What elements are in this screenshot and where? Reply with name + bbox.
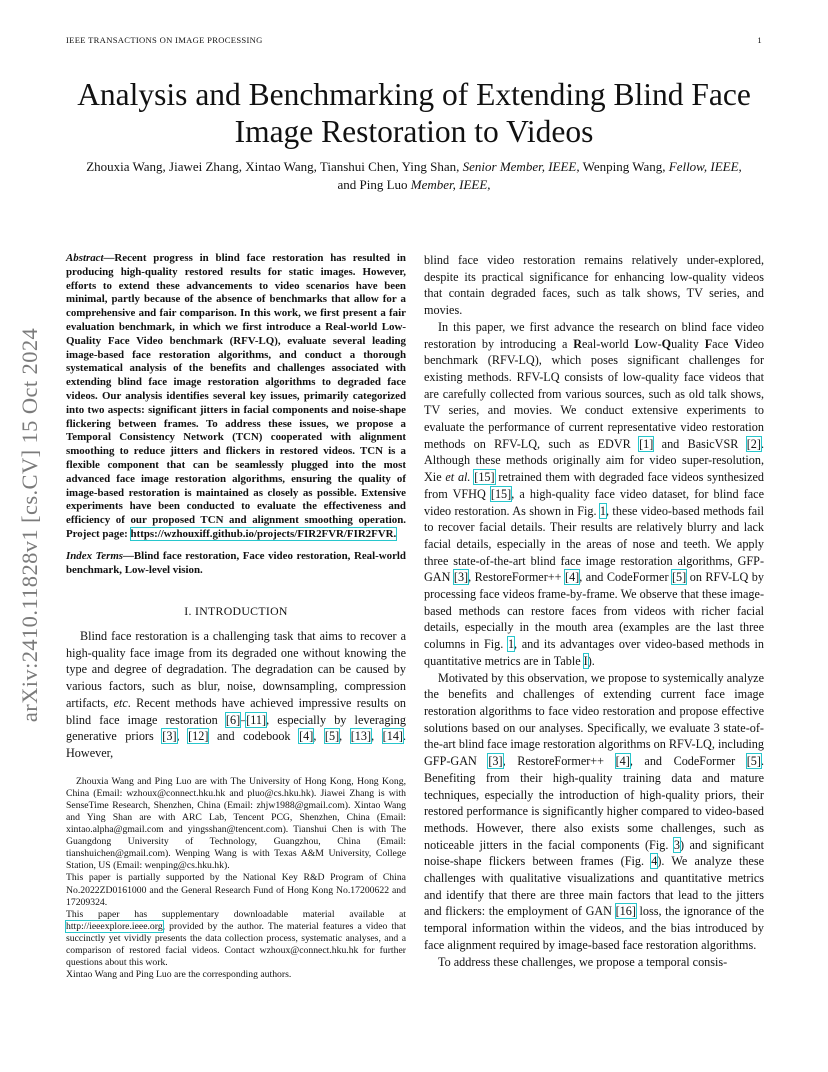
citation-link[interactable]: [2] xyxy=(746,436,761,451)
citation-link[interactable]: [14] xyxy=(382,729,403,744)
footnote-corresponding: Xintao Wang and Ping Luo are the corresponding authors. xyxy=(66,969,292,981)
intro-paragraph-2 xyxy=(424,319,764,670)
text: V xyxy=(734,336,744,351)
text: In this paper, we first advance the research on blind face video restoration by introducing a xyxy=(424,319,764,351)
text: , provided by the author. The material features a video that succinctly yet vividly presents the data collection process, systematic analyses, and a comparison of restored facial videos. Contact wzhoux@connect.hku.hk for further questions about this work. xyxy=(66,920,406,969)
footnote-supplementary xyxy=(66,909,406,969)
text: loss, the ignorance of the temporal information within the videos, and the bias introduced by face alignment required by image-based face restoration algorithms. xyxy=(424,904,764,952)
text: , and its advantages over video-based methods in quantitative metrics are in Table xyxy=(424,637,764,668)
text: and BasicVSR xyxy=(653,436,747,451)
author-role-2: Fellow, IEEE, xyxy=(668,159,742,174)
figure-link[interactable]: 1 xyxy=(599,503,607,518)
text: Blind face restoration is a challenging task that aims to recover a high-quality face image from its degraded one without knowing the type and degree of degradation. The degradation can be caused by various factors, such as blur, noise, downsampling, compression artifacts, xyxy=(66,629,406,710)
text: ) and significant noise-shape flickers between frames (Fig. xyxy=(424,837,764,869)
text: . Although these methods originally aim for video super-resolution, Xie xyxy=(424,436,764,485)
citation-link[interactable]: [4] xyxy=(565,570,580,585)
text: Motivated by this observation, we propose to systemically analyze the benefits and challenges of extending current face image restoration algorithms to face video restoration and propose effective solutions based on our analyses. Specifically, we evaluate 3 state-of-the-art blind face image restoration algorithms on RFV-LQ, including GFP-GAN xyxy=(424,670,764,769)
text: R xyxy=(573,336,582,351)
arxiv-watermark xyxy=(8,290,52,760)
table-link[interactable]: I xyxy=(583,653,588,668)
page-number: 1 xyxy=(757,35,762,45)
text: and codebook xyxy=(208,729,300,744)
text: etc xyxy=(113,695,128,710)
index-terms-text: —Blind face restoration, Face video restoration, Real-world benchmark, Low-level vision. xyxy=(66,549,406,576)
authors-part2: Wenping Wang, xyxy=(582,159,666,174)
text: , RestoreFormer++ xyxy=(468,570,566,585)
section-name-first: I xyxy=(195,604,200,619)
ieeexplore-link[interactable]: http://ieeexplore.ieee.org xyxy=(66,920,163,932)
text: , and CodeFormer xyxy=(629,754,747,769)
intro-paragraph-3 xyxy=(424,670,764,954)
section-numeral: I. xyxy=(184,604,192,619)
author-role-3: Member, IEEE, xyxy=(410,177,491,192)
text: . Recent methods have achieved impressive results on blind face image restoration xyxy=(66,695,407,727)
abstract-label: Abstract xyxy=(66,252,104,264)
footnote-funding: This paper is partially supported by the National Key R&D Program of China No.2022ZD0161000 and the General Research Fund of Hong Kong No.17200622 and 17209324. xyxy=(66,872,406,908)
citation-link[interactable]: [4] xyxy=(615,754,630,769)
citation-link[interactable]: [3] xyxy=(488,754,503,769)
index-terms-label: Index Terms xyxy=(66,549,124,562)
arxiv-id: arXiv:2410.11828v1 [cs.CV] 15 Oct 2024 xyxy=(17,327,42,723)
journal-name: IEEE TRANSACTIONS ON IMAGE PROCESSING xyxy=(66,35,263,45)
right-column xyxy=(424,252,764,970)
citation-link[interactable]: [3] xyxy=(453,570,469,585)
citation-link[interactable]: [13] xyxy=(350,729,372,744)
text: , especially by leveraging generative priors xyxy=(66,712,406,744)
abstract-text: —Recent progress in blind face restoration has resulted in producing high-quality restored results for static images. However, efforts to extend these advancements to video scenarios have been minimal, partly because of the absence of benchmarks that allow for a comprehensive and fair comparison. In this work, we first present a fair evaluation benchmark, in which we first introduce a Real-world Low-Quality Face Video benchmark (RFV-LQ), evaluate several leading image-based face restoration algorithms, and conduct a thorough systematical analysis of the benefits and challenges associated with extending blind face image restoration algorithms to degraded face videos. Our analysis identifies several key issues, primarily categorized into two aspects: significant jitters in facial components and noise-shape flickering between frames. To address these issues, we propose a Temporal Consistency Network (TCN) cooperated with alignment smoothing to reduce jitters and flickers in restored videos. TCN is a flexible component that can be seamlessly plugged into the most advanced face image restoration algorithms, ensuring the quality of image-based restoration is maintained as closely as possible. Extensive experiments have been conducted to evaluate the effectiveness and efficiency of our proposed TCN and alignment smoothing operation. Project page: xyxy=(66,252,406,540)
intro-paragraph-continued: blind face video restoration remains relatively under-explored, despite its practical significance for enhancing low-quality videos that contain degraded faces, such as talk shows, TV series, and movies. xyxy=(424,253,764,318)
index-terms xyxy=(66,550,406,578)
intro-paragraph-1: Blind face restoration is a challenging task that aims to recover a high-quality face image from its degraded one without knowing the type and degree of degradation. The degradation can be caused by various factors, such as blur, noise, downsampling, compression artifacts, etc. Recent methods have achieved impressive results on blind face image restoration [6]–[11], especially by leveraging generative priors [3], [12] and codebook [4], [5], [13], [14]. However, xyxy=(66,629,407,760)
text: ). We analyze these challenges with qualitative visualizations and quantitative metrics and identify that there are three main factors that lead to the jitters and flickers: the employment of GAN xyxy=(424,854,764,919)
text: on RFV-LQ by processing face videos frame-by-frame. We observe that these image-based methods can restore faces from videos with richer facial details, especially in the mouth area (examples are the last three columns in Fig. xyxy=(424,570,764,652)
citation-link[interactable]: [12] xyxy=(188,729,209,744)
citation-link[interactable]: [5] xyxy=(324,729,340,744)
text: retrained them with degraded face videos synthesized from VFHQ xyxy=(424,470,764,501)
text: et al. xyxy=(445,470,471,485)
section-heading-introduction xyxy=(66,603,406,620)
text: F xyxy=(704,336,713,351)
text: eal-world xyxy=(582,336,635,351)
text: , a high-quality face video dataset, for blind face video restoration. As shown in Fig. xyxy=(424,486,764,518)
text: , these video-based methods fail to recover facial details. Their results are relatively blurry and lack facial details, especially in the areas of nose and teeth. We apply three state-of-the-art blind face image restoration algorithms, GFP-GAN xyxy=(424,503,764,585)
citation-link[interactable]: [15] xyxy=(474,470,495,485)
text: . However, xyxy=(66,729,407,760)
text: , and CodeFormer xyxy=(579,570,672,585)
footnotes xyxy=(66,776,406,982)
text: L xyxy=(634,336,643,351)
authors-part1: Zhouxia Wang, Jiawei Zhang, Xintao Wang, Tianshui Chen, Ying Shan, xyxy=(86,159,460,174)
citation-link[interactable]: [11] xyxy=(246,712,267,727)
citation-link[interactable]: [3] xyxy=(162,729,177,744)
intro-paragraph-4: To address these challenges, we propose a temporal consis- xyxy=(438,954,728,969)
citation-link[interactable]: [16] xyxy=(615,904,636,919)
citation-link[interactable]: [15] xyxy=(490,486,512,501)
figure-link[interactable]: 4 xyxy=(651,854,658,869)
citation-link[interactable]: [6] xyxy=(225,712,241,727)
author-role-1: Senior Member, IEEE, xyxy=(462,159,580,174)
text: ). xyxy=(587,653,595,668)
citation-link[interactable]: [4] xyxy=(299,729,314,744)
footnote-affiliations: Zhouxia Wang and Ping Luo are with The University of Hong Kong, Hong Kong, China (Email: wzhoux@connect.hku.hk and pluo@cs.hku.hk). Jiawei Zhang is with SenseTime Research, Shenzhen, China (Email: zhjw1988@gmail.com). Xintao Wang and Ying Shan are with ARC Lab, Tencent PCG, Shenzhen, China (Email: xintao.alpha@gmail.com and yingsshan@tencent.com). Tianshui Chen is with The Guangdong University of Technology, Guangzhou, China (Email: tianshuichen@gmail.com). Wenping Wang is with Texas A&M University, College Station, US (Email: wenping@cs.hku.hk). xyxy=(66,775,406,872)
text: uality xyxy=(671,336,705,351)
abstract xyxy=(66,252,406,542)
figure-link[interactable]: 1 xyxy=(507,637,515,652)
text: . Benefiting from their high-quality training data and mature techniques, especially the introduction of high-quality priors, their restored performance is significantly higher compared to video-based methods. However, there also exists some challenges, such as noticeable jitters in the facial components (Fig. xyxy=(424,754,764,852)
text: – xyxy=(240,712,247,727)
text: ow- xyxy=(642,336,662,351)
author-list xyxy=(80,158,748,194)
paper-title: Analysis and Benchmarking of Extending Blind Face Image Restoration to Videos xyxy=(77,77,751,149)
text: This paper has supplementary downloadable material available at xyxy=(66,908,406,920)
authors-part3: and Ping Luo xyxy=(337,177,408,192)
figure-link[interactable]: 3 xyxy=(673,837,680,852)
text: ace xyxy=(712,336,735,351)
text: Q xyxy=(661,336,672,351)
section-name-rest: NTRODUCTION xyxy=(199,604,288,619)
left-column xyxy=(66,252,406,981)
text: ideo benchmark (RFV-LQ), which poses significant challenges for existing methods. RFV-LQ consists of low-quality face videos that are carefully collected from various sources, such as old talk shows, TV series, and movies. We conduct extensive experiments to evaluate the performance of current representative video restoration methods on RFV-LQ, such as EDVR xyxy=(424,336,765,451)
project-page-link[interactable]: https://wzhouxiff.github.io/projects/FIR2FVR/FIR2FVR. xyxy=(130,527,397,540)
citation-link[interactable]: [5] xyxy=(672,570,687,585)
citation-link[interactable]: [5] xyxy=(746,754,761,769)
citation-link[interactable]: [1] xyxy=(639,436,654,451)
running-header xyxy=(66,35,762,45)
text: , RestoreFormer++ xyxy=(502,754,616,769)
